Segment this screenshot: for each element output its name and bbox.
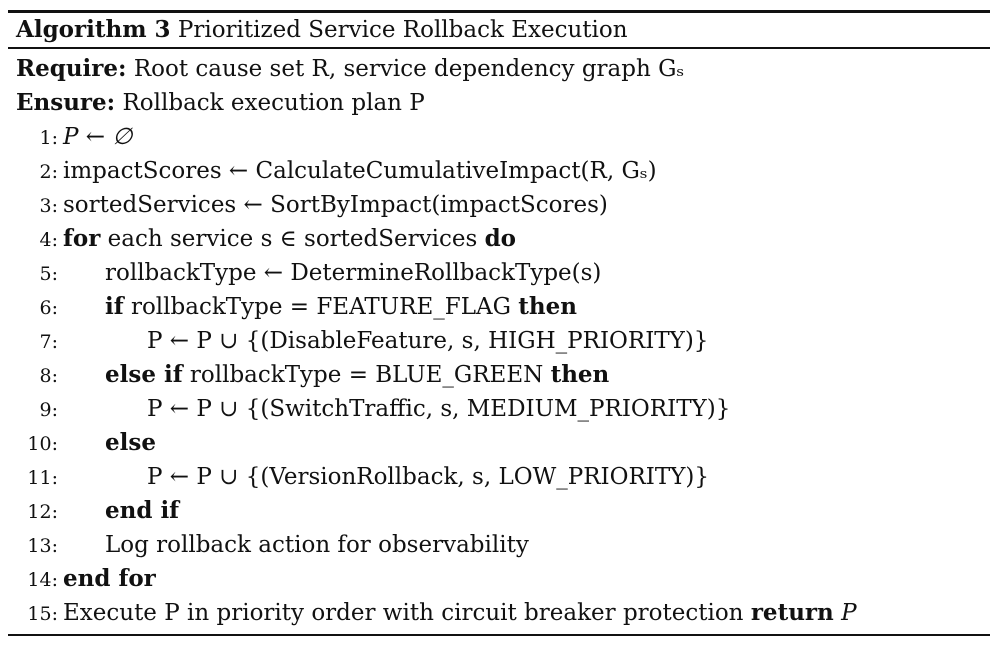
line-number: 14: <box>27 569 58 591</box>
line-text: P ← P ∪ {(SwitchTraffic, s, MEDIUM_PRIORITY)} <box>147 396 731 422</box>
line-number: 4: <box>39 229 58 251</box>
ensure-text: Rollback execution plan P <box>122 90 425 116</box>
algorithm-line <box>16 222 516 256</box>
line-text: P ← P ∪ {(VersionRollback, s, LOW_PRIORITY)} <box>147 464 709 490</box>
top-rule <box>8 10 990 13</box>
line-number: 6: <box>39 297 58 319</box>
algorithm-line <box>16 460 709 494</box>
algorithm-line <box>16 494 179 528</box>
line-number: 11: <box>27 467 58 489</box>
return-value: P <box>841 600 857 626</box>
keyword-return: return <box>750 599 834 626</box>
line-text: rollbackType ← DetermineRollbackType(s) <box>105 260 602 286</box>
algorithm-line <box>16 120 132 154</box>
algorithm-line <box>16 358 609 392</box>
algorithm-line <box>16 528 529 562</box>
line-text: Execute P in priority order with circuit breaker protection <box>63 600 744 626</box>
line-number: 8: <box>39 365 58 387</box>
line-number: 5: <box>39 263 58 285</box>
line-number: 1: <box>39 127 58 149</box>
keyword-else-if: else if <box>105 361 183 388</box>
line-number: 3: <box>39 195 58 217</box>
algorithm-line <box>16 562 156 596</box>
algorithm-line <box>16 256 601 290</box>
algorithm-line <box>16 290 577 324</box>
require-text: Root cause set R, service dependency graph Gₛ <box>133 56 685 82</box>
algorithm-line <box>16 426 156 460</box>
keyword-end-if: end if <box>105 497 180 524</box>
line-number: 10: <box>27 433 58 455</box>
line-text: impactScores ← CalculateCumulativeImpact(R, Gₛ) <box>63 158 657 184</box>
keyword-if: if <box>105 293 124 320</box>
line-text: Log rollback action for observability <box>105 532 529 558</box>
line-number: 7: <box>39 331 58 353</box>
algorithm-line <box>16 596 857 630</box>
line-text: each service s ∈ sortedServices <box>107 226 478 252</box>
keyword-end-for: end for <box>63 565 156 592</box>
keyword-then: then <box>550 361 610 388</box>
keyword-else: else <box>105 429 156 456</box>
line-number: 15: <box>27 603 58 625</box>
line-text: P ← P ∪ {(DisableFeature, s, HIGH_PRIORITY)} <box>147 328 709 354</box>
algorithm-line <box>16 324 708 358</box>
algorithm-caption <box>16 14 628 46</box>
line-text: sortedServices ← SortByImpact(impactScores) <box>63 192 608 218</box>
algorithm-line <box>16 154 657 188</box>
algorithm-line <box>16 188 608 222</box>
ensure-line <box>16 86 425 120</box>
line-text: rollbackType = BLUE_GREEN <box>189 362 544 388</box>
require-line <box>16 52 684 86</box>
line-number: 2: <box>39 161 58 183</box>
require-keyword: Require: <box>16 55 127 82</box>
line-number: 13: <box>27 535 58 557</box>
line-number: 9: <box>39 399 58 421</box>
keyword-then: then <box>518 293 577 320</box>
line-text: P ← ∅ <box>63 124 133 150</box>
bottom-rule <box>8 634 990 636</box>
line-number: 12: <box>27 501 58 523</box>
keyword-for: for <box>63 225 101 252</box>
algorithm-line <box>16 392 730 426</box>
ensure-keyword: Ensure: <box>16 89 116 116</box>
caption-rule <box>8 47 990 49</box>
algorithm-label: Algorithm 3 <box>16 16 171 43</box>
keyword-do: do <box>484 225 516 252</box>
line-text: rollbackType = FEATURE_FLAG <box>130 294 511 320</box>
algorithm-title: Prioritized Service Rollback Execution <box>177 17 628 43</box>
